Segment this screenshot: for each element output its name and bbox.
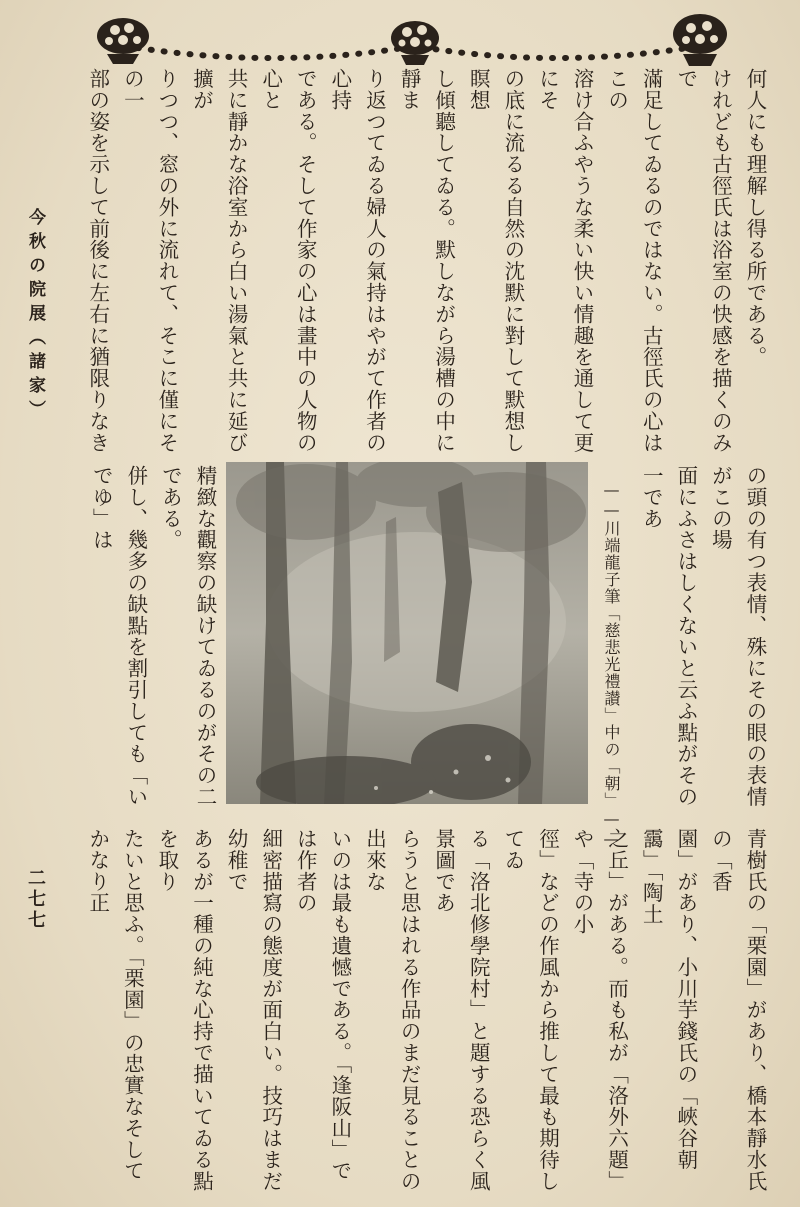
article-text-upper: 何人にも理解し得る所である。 けれども古徑氏は浴室の快感を描くのみで 滿足してゐるのではない。古徑氏の心はこの 溶け合ふやうな柔い快い情趣を通して更にそ の底に流るる自然の沈默に對して默想し瞑想 し傾聽してゐる。默しながら湯槽の中に靜ま り返つてゐる婦人の氣持はやがて作者の心持 である。そして作家の心は畫中の人物の心と 共に靜かな浴室から白い湯氣と共に延び擴が りつつ、窓の外に流れて、そこに僅にその一 部の姿を示して前後に左右に猶限りなき [85,68,767,454]
article-text-bottom: 青樹氏の「栗園」があり、橋本靜水氏の「香 園」があり、小川芋錢氏の「峽谷朝靄」「陶土 之丘」がある。而も私が「洛外六題」や「寺の小 徑」などの作風から推して最も期待してゐ る「洛北修學院村」と題する恐らく風景圖であ らうと思はれる作品のまだ見ることの出來な いのは最も遺憾である。「逢阪山」では作者の 細密描寫の態度が面白い。技巧はまだ幼稚で あるが一種の純な心持で描いてゐる點を取り たいと思ふ。「栗園」の忠實なそしてかなり正 [85,828,767,1192]
forest-painting-image [226,462,588,804]
article-text-lower-left: 精緻な觀察の缺けてゐるのがその二である。 併し、幾多の缺點を割引しても「いでゆ」は [89,465,217,808]
page-number: 二七七 [25,868,46,931]
flower-basket-icon [391,21,439,65]
article-text-lower-right: の頭の有つ表情、殊にその眼の表情がこの場 面にふさはしくないと云ふ點がその一であ [639,465,767,808]
flower-basket-icon [97,18,149,64]
floral-garland-ornament [85,8,735,70]
flower-basket-icon [673,14,727,66]
illustration-caption: ——川端龍子筆「慈悲光禮讃」中の「朝」—— [602,480,621,849]
forest-painting-illustration [226,462,588,804]
running-title: 今秋の院展（諸家） [25,208,45,424]
